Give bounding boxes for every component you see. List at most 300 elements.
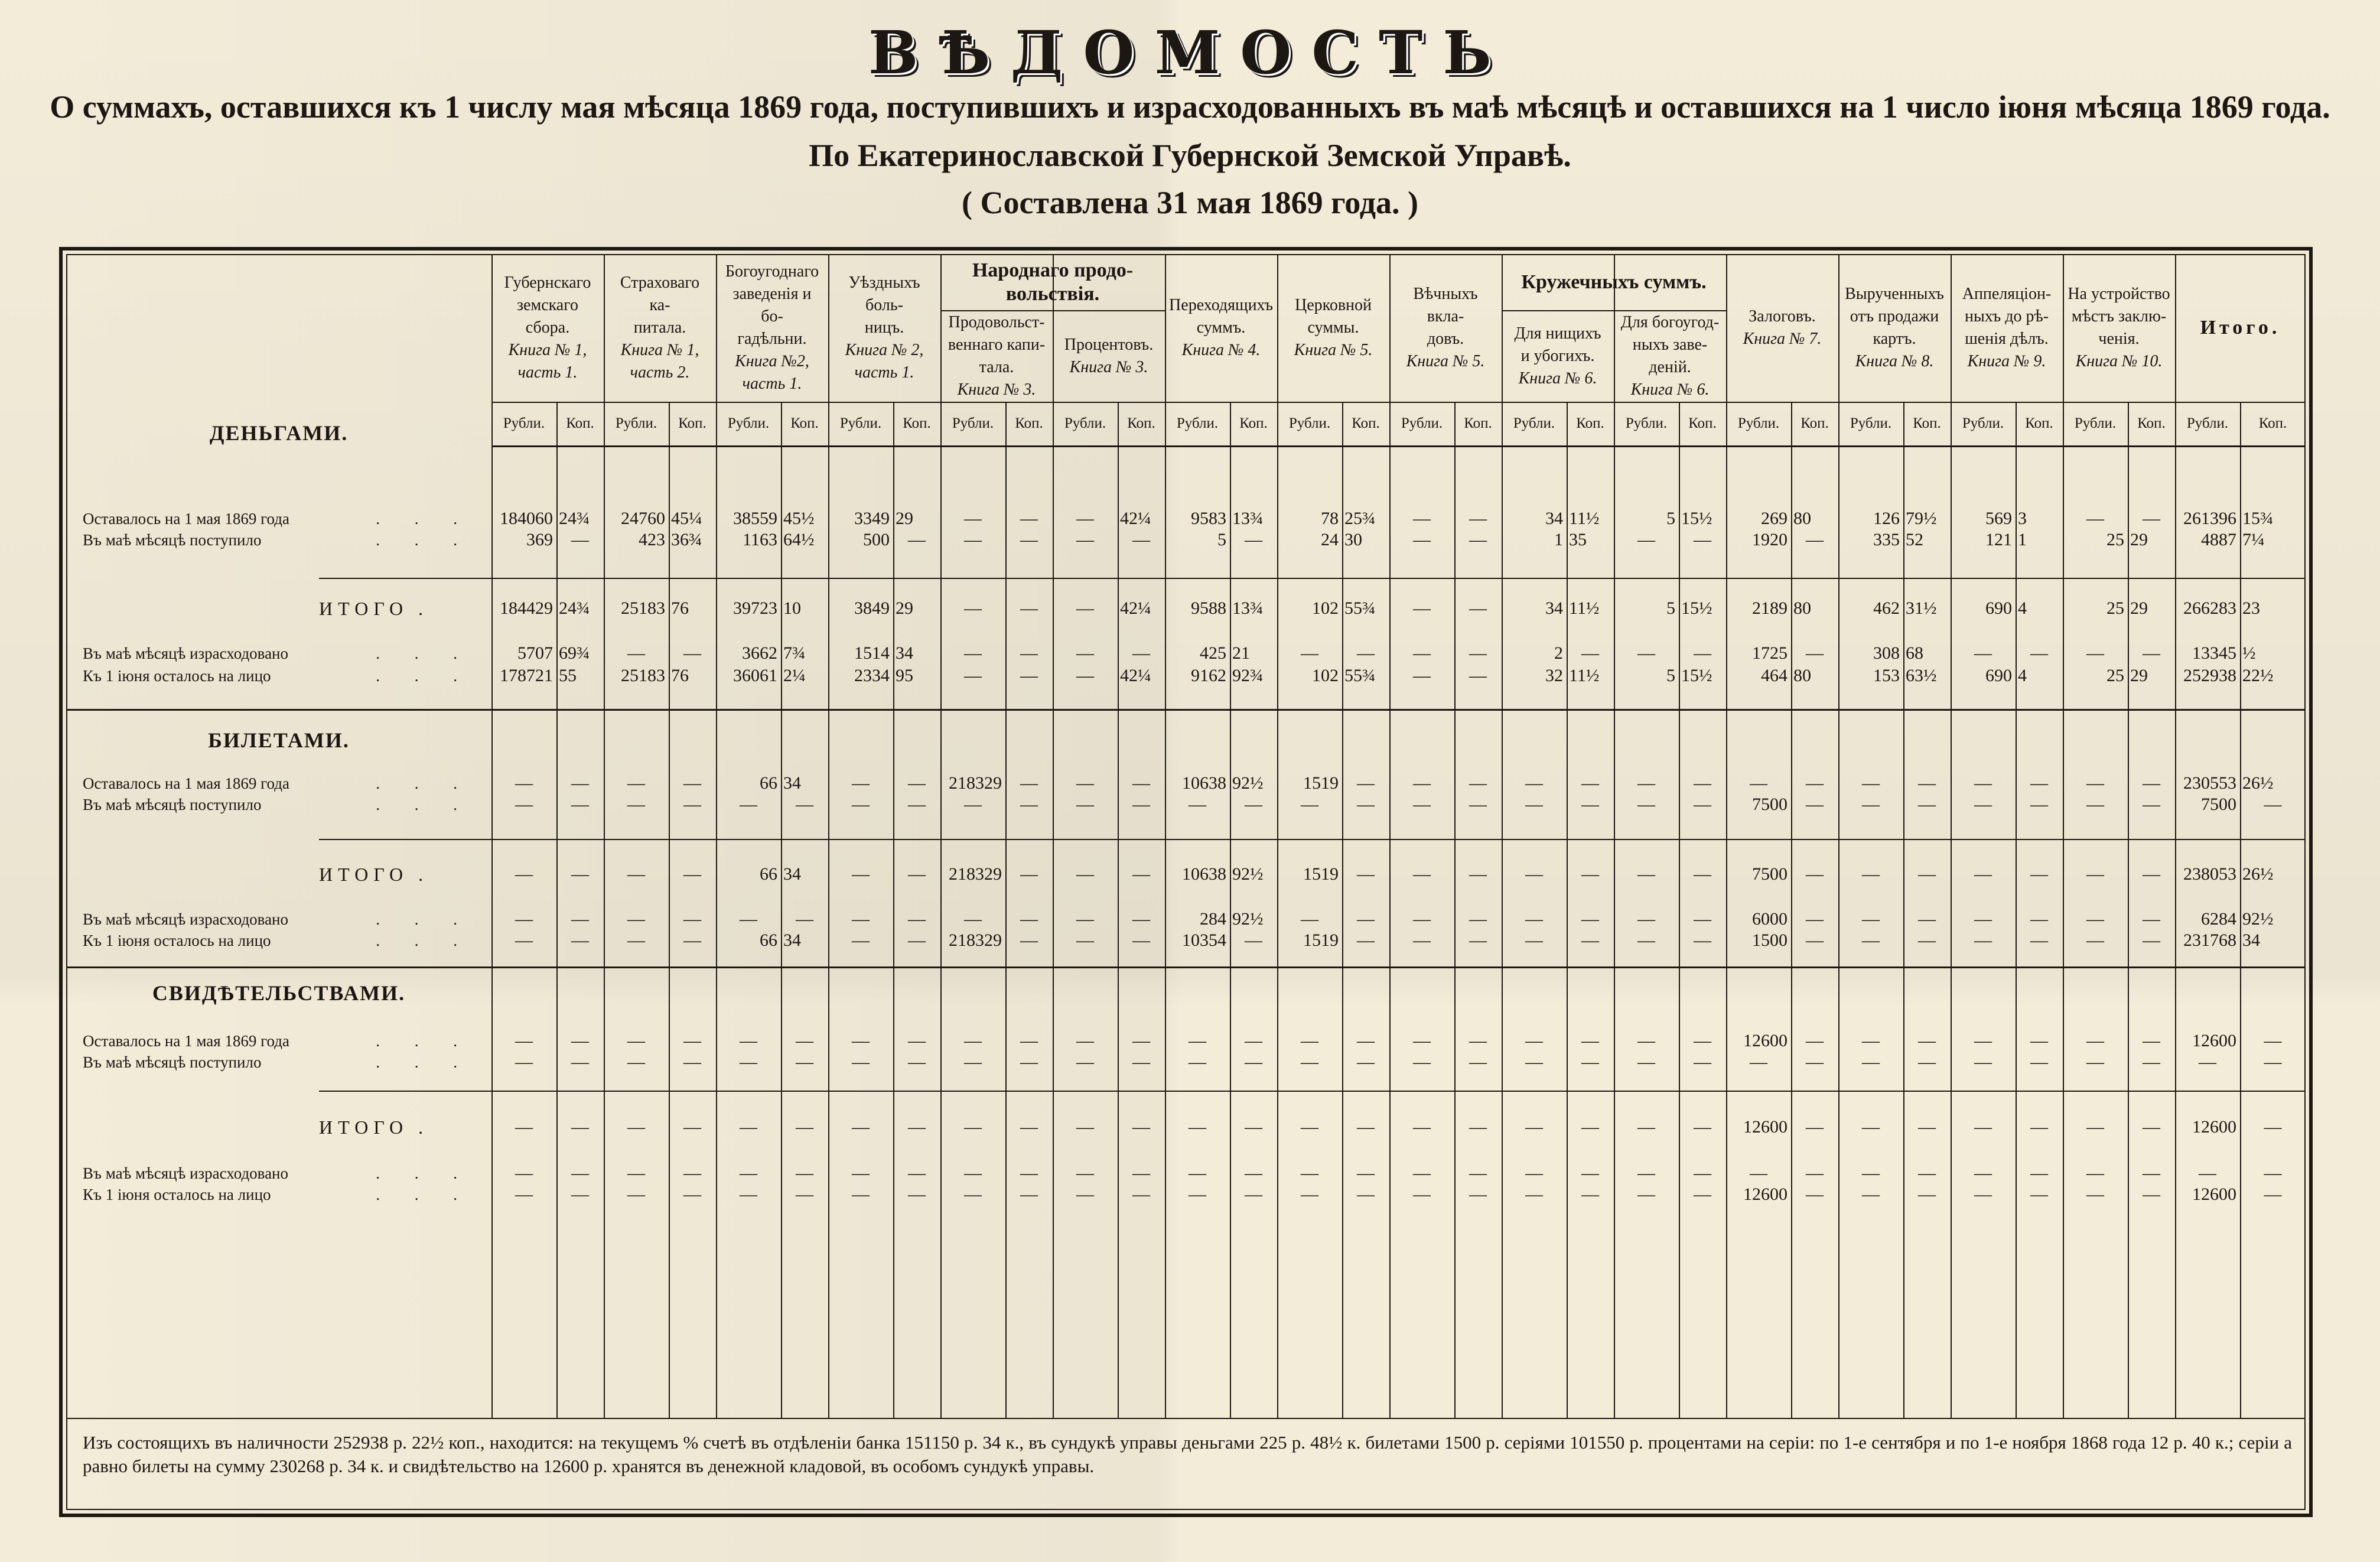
value-rub: 121 <box>1985 530 2012 549</box>
value-kop: ½ <box>2242 643 2256 663</box>
value-rub: 269 <box>1761 509 1788 528</box>
value-rub: 102 <box>1312 666 1339 685</box>
value-kop: — <box>1132 530 1150 549</box>
value-kop: 34 <box>896 643 913 663</box>
value-kop: — <box>908 1184 926 1204</box>
value-kop: — <box>571 864 589 884</box>
value-kop: — <box>1581 795 1599 814</box>
value-kop: — <box>2030 1184 2048 1204</box>
value-kop: 15½ <box>1681 666 1712 685</box>
value-rub: 5 <box>1666 666 1675 685</box>
value-kop: — <box>796 1163 813 1183</box>
unit-kop: Коп. <box>1801 415 1829 431</box>
board-name: По Екатеринославской Губернской Земской Управѣ. <box>809 138 1571 173</box>
value-rub: 569 <box>1985 509 2012 528</box>
value-kop: — <box>1806 1031 1824 1050</box>
value-rub: — <box>1974 1117 1992 1137</box>
column-header-line: Процентовъ. <box>1064 335 1154 354</box>
value-rub: — <box>1076 909 1094 929</box>
unit-rub: Рубли. <box>503 415 545 431</box>
value-rub: — <box>1189 1031 1206 1050</box>
value-kop: 22½ <box>2242 666 2274 685</box>
leader-dots: . . . <box>376 910 473 928</box>
value-kop: — <box>571 773 589 793</box>
row-label: Въ маѣ мѣсяцѣ израсходовано . . . <box>83 1163 473 1184</box>
value-kop: — <box>1694 909 1711 929</box>
value-kop: — <box>1694 795 1711 814</box>
value-kop: — <box>908 1052 926 1072</box>
value-rub: — <box>515 909 533 929</box>
value-kop: — <box>571 1031 589 1050</box>
section-title: ДЕНЬГАМИ. <box>209 421 349 445</box>
value-kop: — <box>683 864 701 884</box>
column-book-ref: Книга № 2, часть 1. <box>845 341 924 382</box>
value-rub: — <box>740 1163 757 1183</box>
leader-dots: . . . <box>376 510 473 528</box>
column-header <box>1277 254 1389 402</box>
column-header-line: Губернскаго <box>504 274 591 292</box>
value-kop: 26½ <box>2242 864 2274 884</box>
value-kop: 29 <box>896 509 913 528</box>
column-book-ref: Книга № 6. <box>1630 380 1710 399</box>
value-rub: — <box>740 909 757 929</box>
value-rub: 500 <box>863 530 890 549</box>
row-label: Къ 1 іюня осталось на лицо . . . <box>83 665 473 686</box>
leader-dots: . . . <box>376 1164 473 1182</box>
value-rub: — <box>1413 773 1431 793</box>
unit-rub: Рубли. <box>1288 415 1331 431</box>
value-rub: — <box>964 643 982 663</box>
column-book-ref: Книга № 6. <box>1518 369 1597 388</box>
value-rub: 1163 <box>743 530 777 549</box>
value-kop: — <box>1469 1163 1487 1183</box>
value-kop: 10 <box>783 598 801 618</box>
value-rub: — <box>1974 773 1992 793</box>
row-label: Въ маѣ мѣсяцѣ поступило . . . <box>83 794 473 815</box>
value-rub: — <box>1637 909 1655 929</box>
value-kop: — <box>908 530 926 549</box>
unit-rub: Рубли. <box>1737 415 1780 431</box>
group-header-food: Народнаго продо-вольствія. <box>972 259 1134 305</box>
value-kop: — <box>1918 864 1936 884</box>
value-kop: — <box>2264 1052 2282 1072</box>
value-kop: 11½ <box>1569 509 1600 528</box>
value-rub: — <box>1076 1163 1094 1183</box>
itogo-dot: . <box>408 864 429 885</box>
value-rub: — <box>1637 864 1655 884</box>
value-kop: 29 <box>2130 598 2148 618</box>
value-rub: — <box>2086 1052 2104 1072</box>
value-rub: 12600 <box>1743 1184 1788 1204</box>
row-label: Оставалось на 1 мая 1869 года . . . <box>83 1030 473 1052</box>
value-rub: 39723 <box>733 598 777 618</box>
row-label: Оставалось на 1 мая 1869 года . . . <box>83 773 473 794</box>
value-kop: — <box>1357 1117 1375 1137</box>
value-rub: — <box>2086 909 2104 929</box>
value-kop: — <box>571 1117 589 1137</box>
leader-dots: . . . <box>376 796 473 813</box>
value-rub: — <box>1525 773 1543 793</box>
column-header-line: мѣстъ заклю- <box>2071 307 2167 326</box>
value-kop: — <box>1806 643 1824 663</box>
unit-kop: Коп. <box>903 415 931 431</box>
value-kop: — <box>1357 773 1375 793</box>
value-rub: 1500 <box>1752 930 1788 950</box>
value-rub: 230553 <box>2183 773 2236 793</box>
value-rub: — <box>515 773 533 793</box>
column-book-ref: Книга № 1, часть 2. <box>620 341 699 382</box>
column-header-line: Переходящихъ <box>1169 296 1273 314</box>
value-rub: 12600 <box>1743 1117 1788 1137</box>
value-kop: 69¾ <box>559 643 590 663</box>
value-rub: 184060 <box>500 509 553 528</box>
unit-kop: Коп. <box>566 415 594 431</box>
value-kop: 13¾ <box>1232 509 1264 528</box>
column-header-line: деній. <box>1649 357 1691 376</box>
value-kop: — <box>571 1184 589 1204</box>
value-kop: 76 <box>671 666 689 685</box>
value-rub: — <box>1637 1163 1655 1183</box>
value-rub: — <box>1525 864 1543 884</box>
value-rub: 10638 <box>1182 864 1226 884</box>
value-kop: 34 <box>783 864 801 884</box>
value-rub: — <box>1413 666 1431 685</box>
column-header-line: Уѣздныхъ боль- <box>848 274 920 314</box>
value-kop: 64½ <box>783 530 815 549</box>
value-kop: — <box>1020 864 1038 884</box>
value-kop: — <box>683 1163 701 1183</box>
value-rub: — <box>852 1031 870 1050</box>
value-kop: — <box>1581 909 1599 929</box>
value-rub: — <box>852 1117 870 1137</box>
value-rub: — <box>740 1184 757 1204</box>
footnote: Изъ состоящихъ въ наличности 252938 р. 22½ коп., находится: на текущемъ % счетѣ въ отдѣленіи банка 151150 р. 34 к., въ сундукѣ управы деньгами 225 р. 48½ к. билетами 1500 р. серіями 101550 р. процентами на серіи: по 1-е сентября и по 1-е ноября 1868 года 12 р. 40 к.; серіи а равно билеты на сумму 230268 р. 34 к. и свидѣтельство на 12600 р. хранятся въ денежной кладовой, въ особомъ сундукѣ управы. <box>83 1432 2292 1476</box>
value-rub: — <box>1525 1031 1543 1050</box>
leader-dots: . . . <box>376 775 473 792</box>
value-rub: — <box>1637 930 1655 950</box>
value-kop: — <box>1245 1163 1262 1183</box>
value-kop: — <box>683 643 701 663</box>
value-kop: — <box>1132 930 1150 950</box>
value-kop: — <box>1581 864 1599 884</box>
value-kop: 35 <box>1569 530 1587 549</box>
value-rub: — <box>2086 864 2104 884</box>
value-kop: — <box>1806 1117 1824 1137</box>
value-rub: — <box>2086 1031 2104 1050</box>
value-kop: — <box>1469 598 1487 618</box>
value-rub: 12600 <box>2192 1031 2236 1050</box>
value-rub: 153 <box>1873 666 1900 685</box>
column-header <box>491 254 604 402</box>
value-kop: — <box>908 1117 926 1137</box>
value-kop: — <box>571 530 589 549</box>
value-rub: — <box>1637 643 1655 663</box>
column-book-ref: Книга № 8. <box>1855 352 1934 370</box>
value-rub: — <box>1076 598 1094 618</box>
value-kop: — <box>1020 795 1038 814</box>
value-rub: — <box>627 864 645 884</box>
value-rub: 261396 <box>2183 509 2236 528</box>
column-header-line: отъ продажи <box>1850 307 1939 326</box>
column-book-ref: Книга № 10. <box>2075 352 2163 370</box>
value-rub: 78 <box>1321 509 1339 528</box>
value-kop: — <box>2030 909 2048 929</box>
unit-kop: Коп. <box>1464 415 1492 431</box>
value-rub: 126 <box>1873 509 1900 528</box>
value-rub: — <box>1301 909 1318 929</box>
value-rub: 252938 <box>2183 666 2236 685</box>
value-rub: 3349 <box>854 509 890 528</box>
value-rub: — <box>964 795 982 814</box>
value-kop: — <box>1020 643 1038 663</box>
value-rub: 7500 <box>2201 795 2236 814</box>
unit-rub: Рубли. <box>1064 415 1106 431</box>
value-rub: 66 <box>760 773 777 793</box>
column-header-line: веннаго капи- <box>948 335 1046 354</box>
value-kop: 45¼ <box>671 509 702 528</box>
column-book-ref: Книга № 5. <box>1406 352 1485 370</box>
value-kop: — <box>2143 909 2160 929</box>
unit-rub: Рубли. <box>2186 415 2229 431</box>
value-kop: — <box>1020 909 1038 929</box>
value-rub: — <box>1862 1031 1880 1050</box>
value-rub: 34 <box>1545 598 1563 618</box>
column-book-ref: Книга №2, часть 1. <box>735 352 809 393</box>
value-rub: — <box>1413 1163 1431 1183</box>
leader-dots: . . . <box>376 1032 473 1050</box>
value-rub: 36061 <box>733 666 777 685</box>
value-kop: — <box>1469 1031 1487 1050</box>
value-rub: — <box>515 1163 533 1183</box>
row-label: Къ 1 іюня осталось на лицо . . . <box>83 1184 473 1205</box>
value-kop: — <box>1918 773 1936 793</box>
value-rub: — <box>964 1117 982 1137</box>
value-kop: — <box>1806 795 1824 814</box>
unit-rub: Рубли. <box>1625 415 1668 431</box>
value-kop: 3 <box>2018 509 2027 528</box>
value-kop: — <box>2143 1052 2160 1072</box>
column-book-ref: Книга № 9. <box>1967 352 2046 370</box>
value-rub: — <box>1413 1052 1431 1072</box>
value-rub: 66 <box>760 864 777 884</box>
value-kop: — <box>1357 643 1375 663</box>
value-kop: 79½ <box>1906 509 1937 528</box>
value-rub: — <box>515 1052 533 1072</box>
leader-dots: . . . <box>376 531 473 549</box>
unit-rub: Рубли. <box>1401 415 1443 431</box>
value-kop: — <box>1469 909 1487 929</box>
value-kop: 24¾ <box>559 509 590 528</box>
value-rub: — <box>1862 909 1880 929</box>
column-header <box>1726 254 1838 402</box>
column-header-line: тала. <box>979 357 1014 376</box>
value-kop: — <box>1694 1163 1711 1183</box>
value-kop: 55¾ <box>1344 598 1376 618</box>
column-header-line: шенія дѣлъ. <box>1965 330 2049 348</box>
value-kop: — <box>1357 1052 1375 1072</box>
value-rub: 66 <box>760 930 777 950</box>
value-kop: — <box>1469 509 1487 528</box>
value-kop: — <box>796 1031 813 1050</box>
value-rub: — <box>964 598 982 618</box>
value-rub: 464 <box>1761 666 1788 685</box>
value-rub: 6284 <box>2201 909 2236 929</box>
value-kop: — <box>2030 864 2048 884</box>
value-kop: 55 <box>559 666 577 685</box>
value-rub: — <box>1076 1031 1094 1050</box>
value-rub: — <box>1637 1031 1655 1050</box>
value-rub: — <box>1076 795 1094 814</box>
value-rub: — <box>1750 1052 1767 1072</box>
value-rub: 266283 <box>2183 598 2236 618</box>
column-header <box>1165 254 1277 402</box>
value-kop: — <box>2264 1163 2282 1183</box>
value-kop: — <box>2143 1117 2160 1137</box>
value-rub: — <box>1076 864 1094 884</box>
column-header-line: Церковной <box>1294 296 1372 314</box>
value-rub: — <box>1974 864 1992 884</box>
value-kop: 11½ <box>1569 666 1600 685</box>
value-kop: — <box>1806 1184 1824 1204</box>
value-rub: — <box>515 1031 533 1050</box>
value-rub: 2189 <box>1752 598 1788 618</box>
value-rub: 9162 <box>1191 666 1226 685</box>
value-kop: — <box>2143 1184 2160 1204</box>
value-kop: 15¾ <box>2242 509 2274 528</box>
column-header-line: довъ. <box>1427 330 1464 348</box>
value-rub: 2 <box>1554 643 1563 663</box>
column-header-line: Аппеляціон- <box>1962 285 2052 303</box>
value-rub: — <box>1862 1052 1880 1072</box>
value-rub: — <box>1189 1184 1206 1204</box>
value-rub: — <box>627 1052 645 1072</box>
value-rub: 690 <box>1985 666 2012 685</box>
unit-kop: Коп. <box>2258 415 2287 431</box>
value-rub: — <box>1189 795 1206 814</box>
unit-kop: Коп. <box>2025 415 2053 431</box>
value-kop: — <box>1245 1117 1262 1137</box>
value-rub: 308 <box>1873 643 1900 663</box>
value-kop: — <box>1694 530 1711 549</box>
value-rub: 423 <box>639 530 665 549</box>
value-kop: — <box>1694 1052 1711 1072</box>
value-rub: — <box>1413 795 1431 814</box>
value-rub: 38559 <box>733 509 777 528</box>
value-kop: — <box>1918 1163 1936 1183</box>
value-rub: 425 <box>1200 643 1226 663</box>
value-kop: — <box>571 909 589 929</box>
value-rub: — <box>1301 643 1318 663</box>
value-rub: 25183 <box>621 666 665 685</box>
value-kop: — <box>1918 1117 1936 1137</box>
value-rub: — <box>1301 1117 1318 1137</box>
value-rub: 25 <box>2106 598 2124 618</box>
value-kop: 34 <box>783 773 801 793</box>
value-kop: — <box>571 930 589 950</box>
value-rub: — <box>515 864 533 884</box>
value-kop: — <box>1469 1052 1487 1072</box>
value-kop: — <box>1245 530 1262 549</box>
column-header-line: питала. <box>633 318 686 337</box>
value-rub: — <box>1974 1031 1992 1050</box>
unit-rub: Рубли. <box>839 415 882 431</box>
section-separator <box>66 967 2306 968</box>
value-rub: 32 <box>1545 666 1563 685</box>
row-label: Въ маѣ мѣсяцѣ израсходовано . . . <box>83 643 473 664</box>
value-kop: 4 <box>2018 598 2027 618</box>
value-rub: 218329 <box>949 930 1002 950</box>
value-rub: — <box>1076 509 1094 528</box>
value-kop: 24¾ <box>559 598 590 618</box>
unit-kop: Коп. <box>2137 415 2166 431</box>
value-kop: — <box>2264 1184 2282 1204</box>
value-kop: — <box>683 909 701 929</box>
value-rub: — <box>1974 909 1992 929</box>
value-rub: — <box>627 909 645 929</box>
value-rub: — <box>1076 1117 1094 1137</box>
value-rub: 5 <box>1217 530 1226 549</box>
value-rub: — <box>2086 773 2104 793</box>
row-label: Въ маѣ мѣсяцѣ поступило . . . <box>83 1052 473 1073</box>
value-rub: — <box>1525 1052 1543 1072</box>
value-kop: — <box>2030 773 2048 793</box>
value-kop: 55¾ <box>1344 666 1376 685</box>
value-kop: — <box>1469 643 1487 663</box>
value-rub: 231768 <box>2183 930 2236 950</box>
value-kop: — <box>908 864 926 884</box>
value-rub: — <box>852 1163 870 1183</box>
value-rub: 25 <box>2106 666 2124 685</box>
value-rub: — <box>2086 930 2104 950</box>
value-rub: — <box>1076 1052 1094 1072</box>
value-kop: — <box>1581 773 1599 793</box>
value-rub: — <box>1301 1052 1318 1072</box>
value-rub: — <box>964 666 982 685</box>
value-rub: — <box>2199 1052 2216 1072</box>
value-kop: 80 <box>1793 598 1811 618</box>
value-kop: — <box>2030 930 2048 950</box>
value-kop: — <box>1020 930 1038 950</box>
value-kop: — <box>1357 930 1375 950</box>
value-rub: — <box>627 1163 645 1183</box>
value-kop: — <box>1020 1052 1038 1072</box>
value-kop: 2¼ <box>783 666 806 685</box>
unit-kop: Коп. <box>1688 415 1717 431</box>
table-body-bottom <box>66 1418 2306 1419</box>
value-rub: 4887 <box>2201 530 2236 549</box>
value-rub: 284 <box>1200 909 1226 929</box>
value-kop: — <box>1581 1117 1599 1137</box>
value-rub: 3662 <box>742 643 777 663</box>
value-kop: — <box>796 795 813 814</box>
value-kop: — <box>1918 909 1936 929</box>
column-header-line: Для нищихъ <box>1514 324 1601 343</box>
value-rub: — <box>627 1031 645 1050</box>
value-kop: — <box>683 930 701 950</box>
unit-rub: Рубли. <box>1850 415 1892 431</box>
value-kop: — <box>2264 795 2282 814</box>
value-kop: — <box>2030 1052 2048 1072</box>
leader-dots: . . . <box>376 645 473 662</box>
document-title: ВѢДОМОСТЬ <box>868 18 1512 87</box>
value-rub: — <box>1301 1031 1318 1050</box>
value-kop: 52 <box>1906 530 1923 549</box>
value-rub: — <box>1413 909 1431 929</box>
value-rub: 6000 <box>1752 909 1788 929</box>
unit-kop: Коп. <box>1913 415 1941 431</box>
value-rub: — <box>964 509 982 528</box>
column-header-line: На устройство <box>2068 285 2170 303</box>
